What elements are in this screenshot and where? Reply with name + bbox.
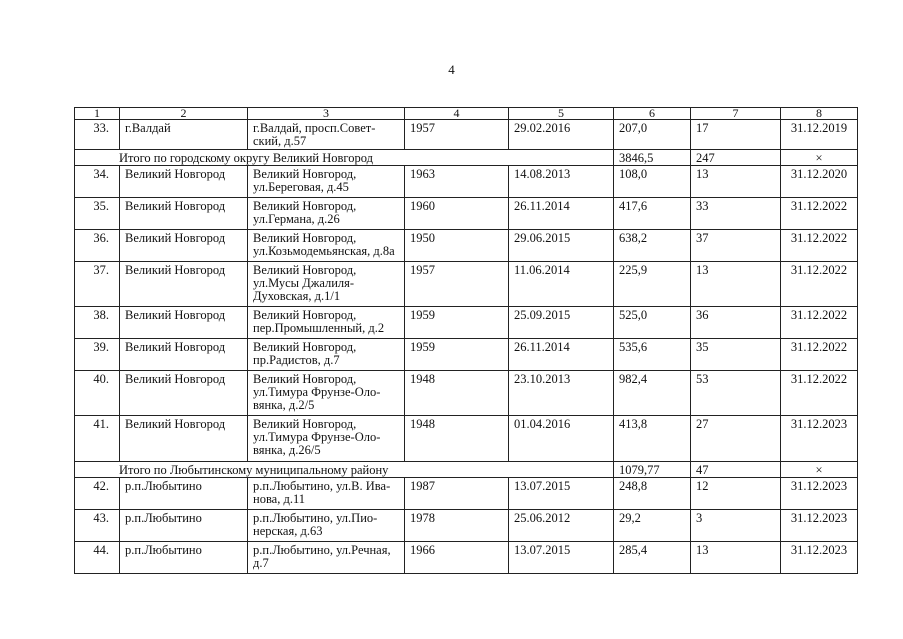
count-cell: 36	[691, 307, 781, 339]
deadline-cell: 31.12.2023	[781, 542, 858, 574]
year-cell: 1963	[405, 166, 509, 198]
deadline-cell: 31.12.2023	[781, 510, 858, 542]
row-number: 42.	[75, 478, 120, 510]
settlement-cell: Великий Новгород	[120, 307, 248, 339]
page-number: 4	[448, 62, 455, 77]
settlement-cell: Великий Новгород	[120, 262, 248, 307]
deadline-cell: 31.12.2022	[781, 307, 858, 339]
table-row	[75, 198, 858, 230]
deadline-cell: 31.12.2023	[781, 416, 858, 462]
deadline-cell: 31.12.2020	[781, 166, 858, 198]
column-number-header: 4	[405, 108, 509, 120]
count-cell: 37	[691, 230, 781, 262]
subtotal-row	[75, 462, 858, 478]
deadline-cell: 31.12.2022	[781, 230, 858, 262]
date-cell: 25.06.2012	[509, 510, 614, 542]
count-cell: 13	[691, 262, 781, 307]
address-cell: р.п.Любытино, ул.Речная, д.7	[248, 542, 405, 574]
address-cell: Великий Новгород, пер.Промышленный, д.2	[248, 307, 405, 339]
row-number: 43.	[75, 510, 120, 542]
column-number-header: 6	[614, 108, 691, 120]
subtotal-label: Итого по Любытинскому муниципальному району	[75, 462, 614, 478]
table-row	[75, 166, 858, 198]
row-number: 35.	[75, 198, 120, 230]
count-cell: 13	[691, 542, 781, 574]
count-cell: 12	[691, 478, 781, 510]
deadline-cell: 31.12.2023	[781, 478, 858, 510]
date-cell: 29.02.2016	[509, 120, 614, 150]
year-cell: 1957	[405, 120, 509, 150]
row-number: 44.	[75, 542, 120, 574]
deadline-cell: 31.12.2022	[781, 371, 858, 416]
date-cell: 11.06.2014	[509, 262, 614, 307]
table-row	[75, 307, 858, 339]
row-number: 34.	[75, 166, 120, 198]
address-cell: Великий Новгород, ул.Мусы Джалиля- Духовская, д.1/1	[248, 262, 405, 307]
year-cell: 1959	[405, 339, 509, 371]
date-cell: 26.11.2014	[509, 198, 614, 230]
year-cell: 1950	[405, 230, 509, 262]
address-cell: Великий Новгород, ул.Тимура Фрунзе-Оло- вянка, д.2/5	[248, 371, 405, 416]
area-cell: 982,4	[614, 371, 691, 416]
column-number-header: 3	[248, 108, 405, 120]
year-cell: 1966	[405, 542, 509, 574]
settlement-cell: р.п.Любытино	[120, 542, 248, 574]
row-number: 37.	[75, 262, 120, 307]
area-cell: 417,6	[614, 198, 691, 230]
area-cell: 638,2	[614, 230, 691, 262]
subtotal-area: 1079,77	[614, 462, 691, 478]
area-cell: 285,4	[614, 542, 691, 574]
subtotal-count: 47	[691, 462, 781, 478]
area-cell: 535,6	[614, 339, 691, 371]
area-cell: 248,8	[614, 478, 691, 510]
settlement-cell: Великий Новгород	[120, 416, 248, 462]
table-row	[75, 542, 858, 574]
address-cell: р.п.Любытино, ул.В. Ива- нова, д.11	[248, 478, 405, 510]
area-cell: 225,9	[614, 262, 691, 307]
date-cell: 26.11.2014	[509, 339, 614, 371]
column-number-header: 7	[691, 108, 781, 120]
year-cell: 1948	[405, 416, 509, 462]
header-row	[75, 108, 858, 120]
address-cell: Великий Новгород, ул.Козьмодемьянская, д.8а	[248, 230, 405, 262]
year-cell: 1959	[405, 307, 509, 339]
table-row	[75, 120, 858, 150]
count-cell: 35	[691, 339, 781, 371]
count-cell: 13	[691, 166, 781, 198]
address-cell: Великий Новгород, ул.Тимура Фрунзе-Оло- вянка, д.26/5	[248, 416, 405, 462]
settlement-cell: Великий Новгород	[120, 371, 248, 416]
row-number: 40.	[75, 371, 120, 416]
settlement-cell: р.п.Любытино	[120, 478, 248, 510]
subtotal-label: Итого по городскому округу Великий Новгород	[75, 150, 614, 166]
date-cell: 13.07.2015	[509, 478, 614, 510]
subtotal-area: 3846,5	[614, 150, 691, 166]
table-row	[75, 371, 858, 416]
address-cell: Великий Новгород, ул.Береговая, д.45	[248, 166, 405, 198]
row-number: 38.	[75, 307, 120, 339]
table-row	[75, 416, 858, 462]
count-cell: 17	[691, 120, 781, 150]
deadline-cell: 31.12.2022	[781, 262, 858, 307]
row-number: 36.	[75, 230, 120, 262]
table-row	[75, 230, 858, 262]
row-number: 39.	[75, 339, 120, 371]
year-cell: 1948	[405, 371, 509, 416]
area-cell: 413,8	[614, 416, 691, 462]
column-number-header: 5	[509, 108, 614, 120]
subtotal-mark: ×	[781, 150, 858, 166]
address-cell: Великий Новгород, пр.Радистов, д.7	[248, 339, 405, 371]
count-cell: 27	[691, 416, 781, 462]
date-cell: 25.09.2015	[509, 307, 614, 339]
row-number: 41.	[75, 416, 120, 462]
date-cell: 13.07.2015	[509, 542, 614, 574]
deadline-cell: 31.12.2019	[781, 120, 858, 150]
column-number-header: 2	[120, 108, 248, 120]
table-row	[75, 339, 858, 371]
date-cell: 29.06.2015	[509, 230, 614, 262]
deadline-cell: 31.12.2022	[781, 198, 858, 230]
settlement-cell: Великий Новгород	[120, 198, 248, 230]
housing-table	[74, 107, 858, 574]
count-cell: 53	[691, 371, 781, 416]
year-cell: 1957	[405, 262, 509, 307]
area-cell: 108,0	[614, 166, 691, 198]
table-row	[75, 510, 858, 542]
settlement-cell: Великий Новгород	[120, 166, 248, 198]
settlement-cell: г.Валдай	[120, 120, 248, 150]
address-cell: Великий Новгород, ул.Германа, д.26	[248, 198, 405, 230]
settlement-cell: р.п.Любытино	[120, 510, 248, 542]
column-number-header: 1	[75, 108, 120, 120]
year-cell: 1960	[405, 198, 509, 230]
date-cell: 23.10.2013	[509, 371, 614, 416]
count-cell: 3	[691, 510, 781, 542]
table-row	[75, 262, 858, 307]
date-cell: 01.04.2016	[509, 416, 614, 462]
count-cell: 33	[691, 198, 781, 230]
subtotal-mark: ×	[781, 462, 858, 478]
area-cell: 525,0	[614, 307, 691, 339]
row-number: 33.	[75, 120, 120, 150]
area-cell: 207,0	[614, 120, 691, 150]
deadline-cell: 31.12.2022	[781, 339, 858, 371]
column-number-header: 8	[781, 108, 858, 120]
settlement-cell: Великий Новгород	[120, 230, 248, 262]
address-cell: р.п.Любытино, ул.Пио- нерская, д.63	[248, 510, 405, 542]
address-cell: г.Валдай, просп.Совет- ский, д.57	[248, 120, 405, 150]
table-row	[75, 478, 858, 510]
subtotal-count: 247	[691, 150, 781, 166]
settlement-cell: Великий Новгород	[120, 339, 248, 371]
year-cell: 1978	[405, 510, 509, 542]
date-cell: 14.08.2013	[509, 166, 614, 198]
subtotal-row	[75, 150, 858, 166]
area-cell: 29,2	[614, 510, 691, 542]
year-cell: 1987	[405, 478, 509, 510]
